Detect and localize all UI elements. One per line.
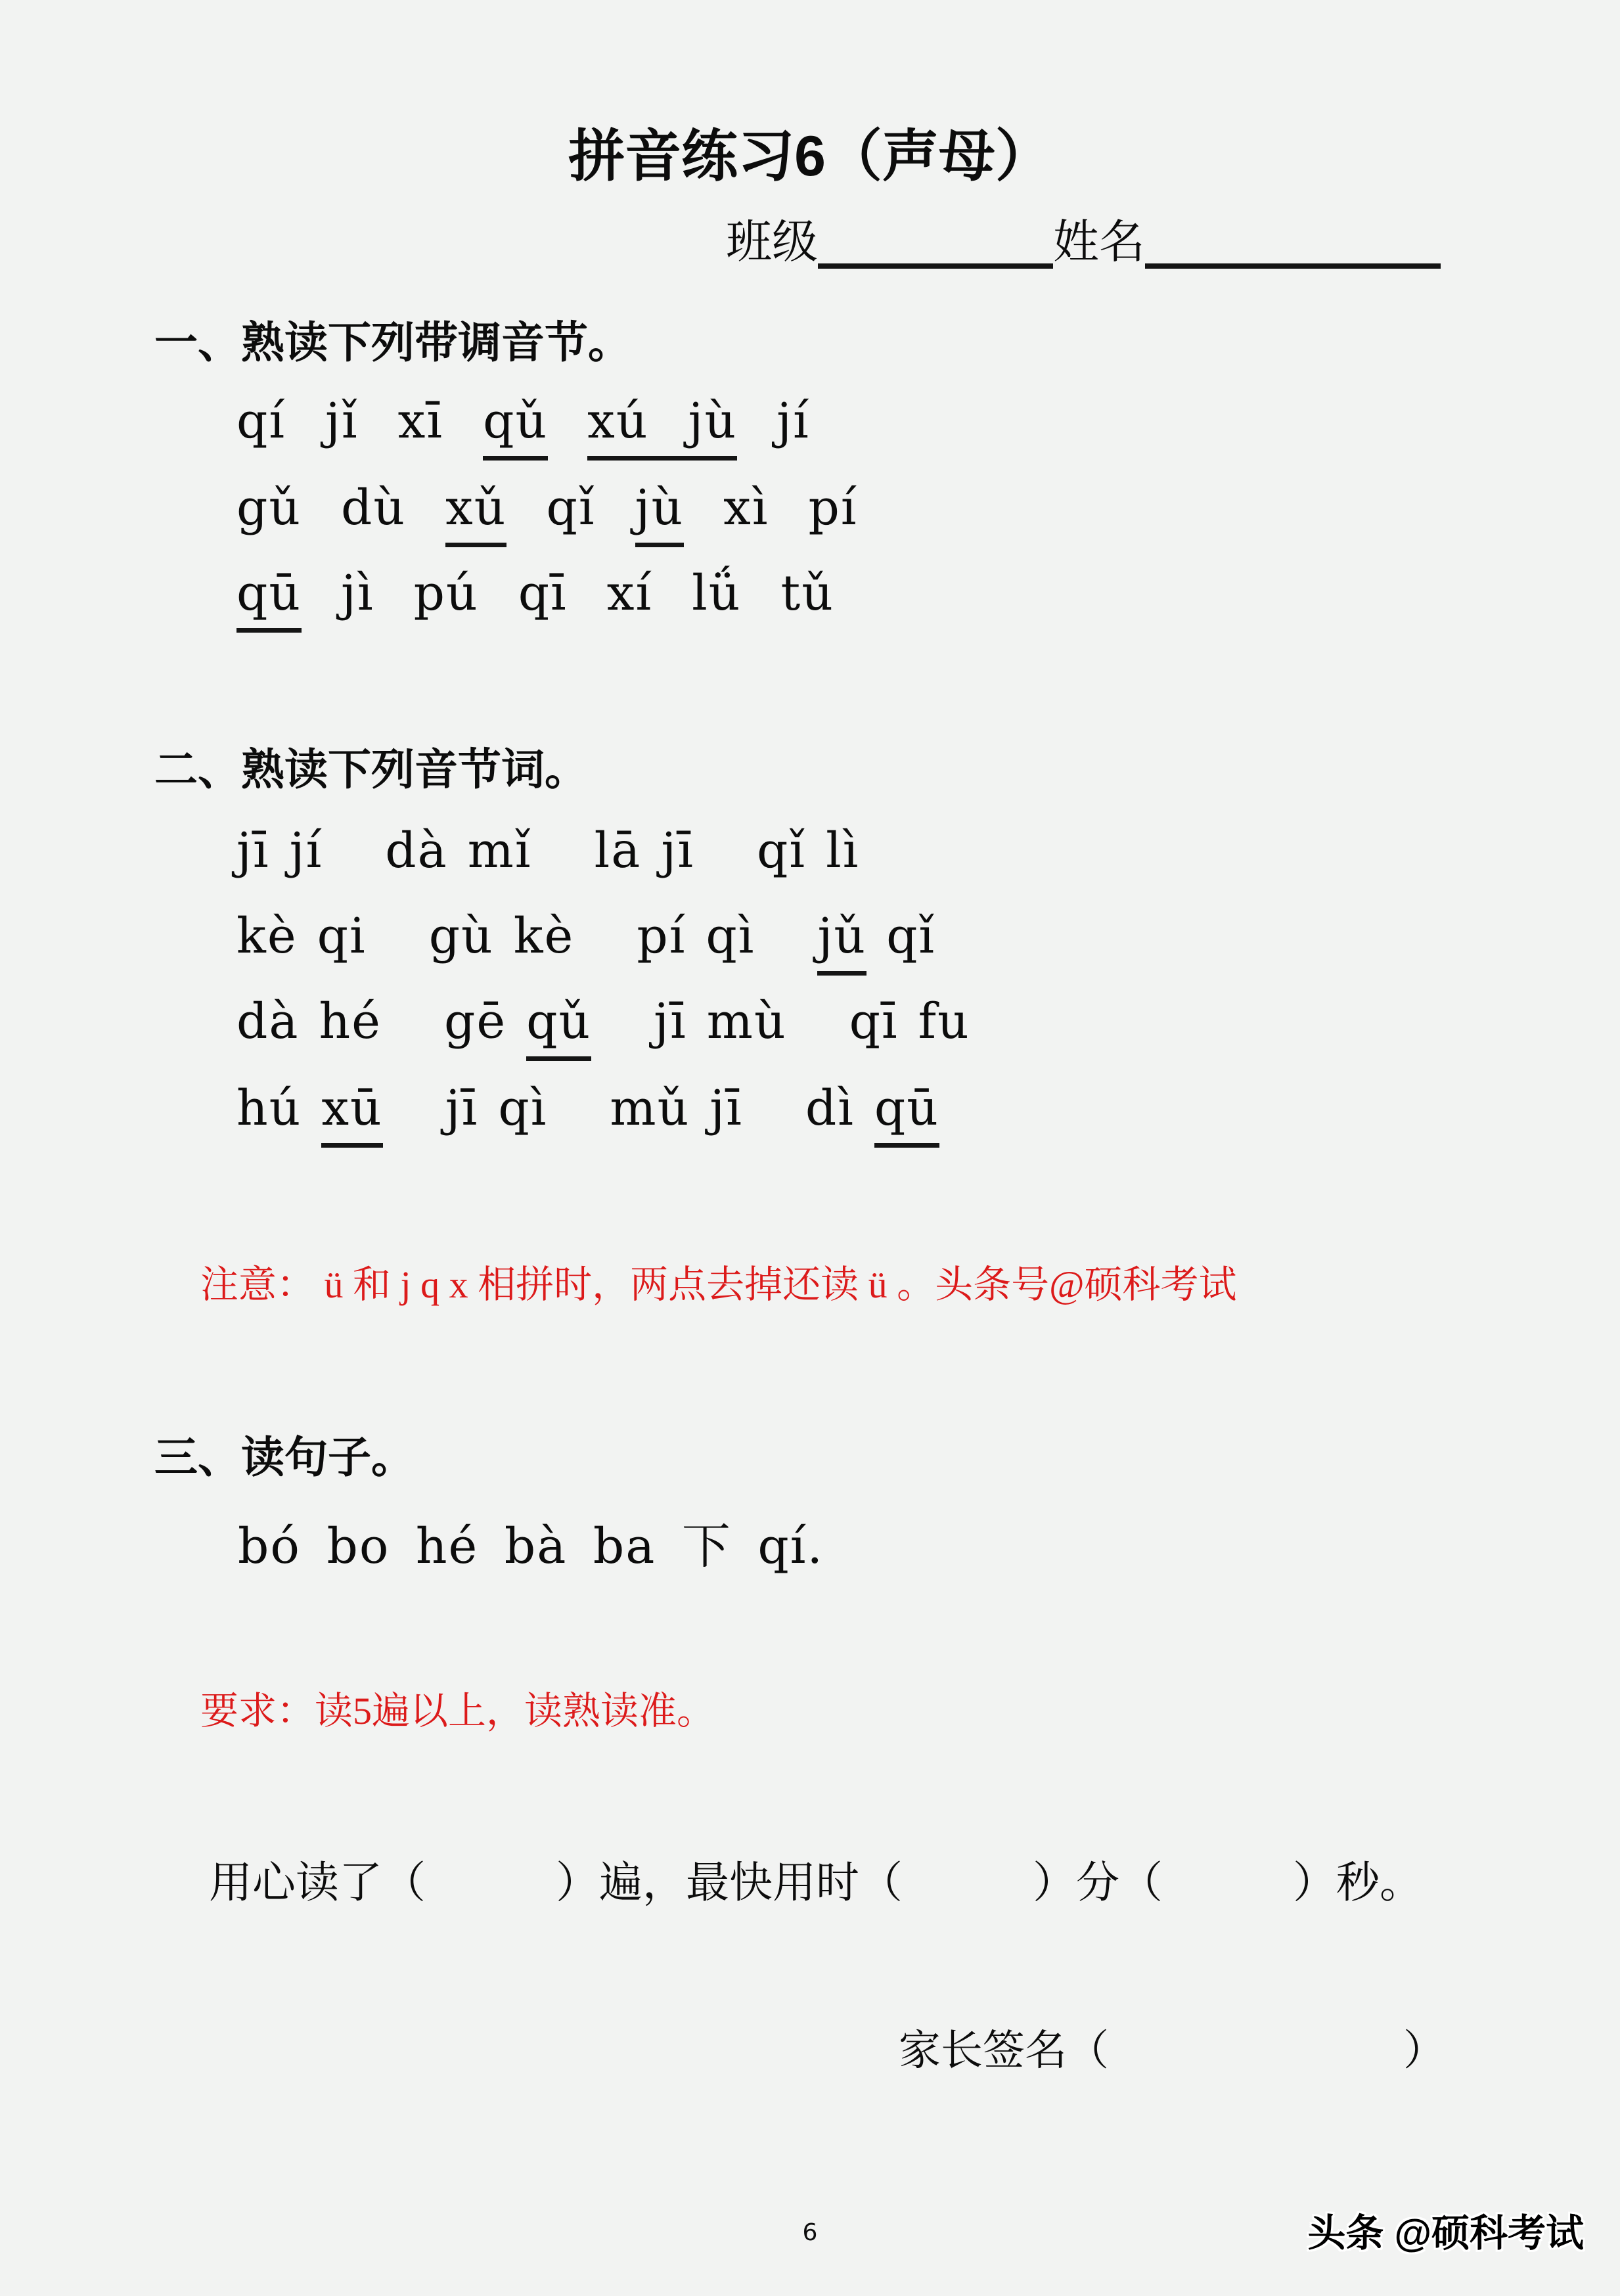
word-group <box>444 993 591 1061</box>
syllable-word-row-3 <box>236 993 970 1061</box>
pinyin-syllable: lǘ <box>692 565 742 621</box>
syllable-word-row-4 <box>236 1080 939 1148</box>
pinyin-syllable: mù <box>706 993 787 1050</box>
pinyin-syllable: xì <box>723 480 769 536</box>
pinyin-syllable: kè <box>513 908 575 964</box>
pinyin-syllable-underlined: xǔ <box>445 480 506 547</box>
word-group <box>236 1080 383 1148</box>
pinyin-syllable: jī <box>445 1080 479 1137</box>
pinyin-syllable: jí <box>776 393 810 449</box>
pinyin-syllable: jī <box>709 1080 743 1137</box>
pinyin-syllable-underlined: xū <box>321 1080 382 1148</box>
pinyin-syllable: tǔ <box>780 565 834 621</box>
pinyin-syllable: dà <box>385 822 448 879</box>
pinyin-syllable: jī <box>654 993 687 1050</box>
parent-signature-line: 家长签名（ ） <box>899 2027 1445 2074</box>
toned-syllable-row-1 <box>236 393 810 461</box>
word-group <box>236 993 382 1050</box>
class-label: 班级 <box>726 217 818 268</box>
syllable-word-row-1 <box>236 822 859 879</box>
pinyin-syllable: qǐ <box>757 822 807 879</box>
pinyin-syllable: jù <box>688 393 738 449</box>
pinyin-syllable: pú <box>413 565 479 621</box>
class-name-line <box>726 205 1441 271</box>
pinyin-syllable-underlined: jǔ <box>817 908 866 976</box>
pinyin-syllable: gǔ <box>236 480 302 536</box>
watermark: 头条 @硕科考试 <box>1307 2212 1584 2255</box>
section3-heading: 三、读句子。 <box>154 1433 415 1481</box>
pinyin-syllable-group-underlined <box>587 393 737 461</box>
pinyin-syllable: lā <box>594 822 642 879</box>
worksheet-title: 拼音练习6（声母） <box>568 125 1052 188</box>
pinyin-syllable: dì <box>805 1080 855 1137</box>
pinyin-syllable-underlined: qū <box>236 565 302 633</box>
pinyin-syllable: qī <box>849 993 899 1050</box>
pinyin-syllable-underlined: qū <box>874 1080 939 1148</box>
pinyin-syllable: xí <box>606 565 653 621</box>
pinyin-syllable: xī <box>397 393 444 449</box>
pinyin-syllable: qi <box>317 908 367 964</box>
toned-syllable-row-2 <box>236 480 858 547</box>
name-blank <box>1145 263 1441 269</box>
pinyin-syllable: dà <box>236 993 300 1050</box>
toned-syllable-row-3 <box>236 565 834 633</box>
pinyin-syllable: qǐ <box>886 908 936 964</box>
pinyin-syllable: qí <box>236 393 286 449</box>
word-group <box>610 1080 742 1137</box>
pinyin-syllable: mǐ <box>467 822 532 879</box>
section2-heading: 二、熟读下列音节词。 <box>154 745 588 794</box>
pinyin-syllable-underlined: qǔ <box>483 393 548 461</box>
word-group <box>637 908 755 964</box>
name-label: 姓名 <box>1053 217 1145 268</box>
word-group <box>805 1080 939 1148</box>
pinyin-syllable: lì <box>826 822 860 879</box>
note-uu-spelling-rule: 注意： ü 和 j q x 相拼时，两点去掉还读 ü 。头条号@硕科考试 <box>200 1263 1237 1306</box>
pinyin-syllable-underlined: qǔ <box>526 993 591 1061</box>
pinyin-syllable: jī <box>236 822 270 879</box>
section1-heading: 一、熟读下列带调音节。 <box>154 318 631 367</box>
pinyin-syllable: hé <box>319 993 382 1050</box>
word-group <box>429 908 575 964</box>
practice-sentence: bó bo hé bà ba 下 qí. <box>238 1518 824 1575</box>
pinyin-syllable: pí <box>808 480 858 536</box>
word-group <box>849 993 970 1050</box>
page-number: 6 <box>802 2219 818 2246</box>
pinyin-syllable: gē <box>443 993 507 1050</box>
pinyin-syllable: qī <box>518 565 568 621</box>
pinyin-syllable: qǐ <box>546 480 596 536</box>
word-group <box>817 908 935 976</box>
word-group <box>595 822 694 879</box>
word-group <box>445 1080 548 1137</box>
pinyin-syllable: qì <box>498 1080 548 1137</box>
pinyin-syllable: jí <box>289 822 323 879</box>
pinyin-syllable: mǔ <box>610 1080 690 1137</box>
word-group <box>654 993 786 1050</box>
pinyin-syllable: hú <box>236 1080 302 1137</box>
note-reading-requirement: 要求：读5遍以上，读熟读准。 <box>200 1690 715 1732</box>
pinyin-syllable: dù <box>341 480 407 536</box>
class-blank <box>818 263 1053 269</box>
pinyin-syllable: kè <box>236 908 298 964</box>
syllable-word-row-2 <box>236 908 935 976</box>
word-group <box>236 908 367 964</box>
word-group <box>236 822 323 879</box>
pinyin-syllable: fu <box>918 993 970 1050</box>
pinyin-syllable-underlined: jù <box>635 480 685 547</box>
pinyin-syllable: jī <box>661 822 695 879</box>
pinyin-syllable: jì <box>341 565 374 621</box>
word-group <box>385 822 531 879</box>
pinyin-syllable: pí <box>637 908 686 964</box>
pinyin-syllable: gù <box>428 908 494 964</box>
pinyin-syllable: qì <box>706 908 755 964</box>
pinyin-syllable: xú <box>587 393 649 449</box>
pinyin-syllable: jǐ <box>325 393 359 449</box>
reading-count-line: 用心读了（ ）遍，最快用时（ ）分（ ）秒。 <box>209 1859 1423 1907</box>
word-group <box>757 822 859 879</box>
